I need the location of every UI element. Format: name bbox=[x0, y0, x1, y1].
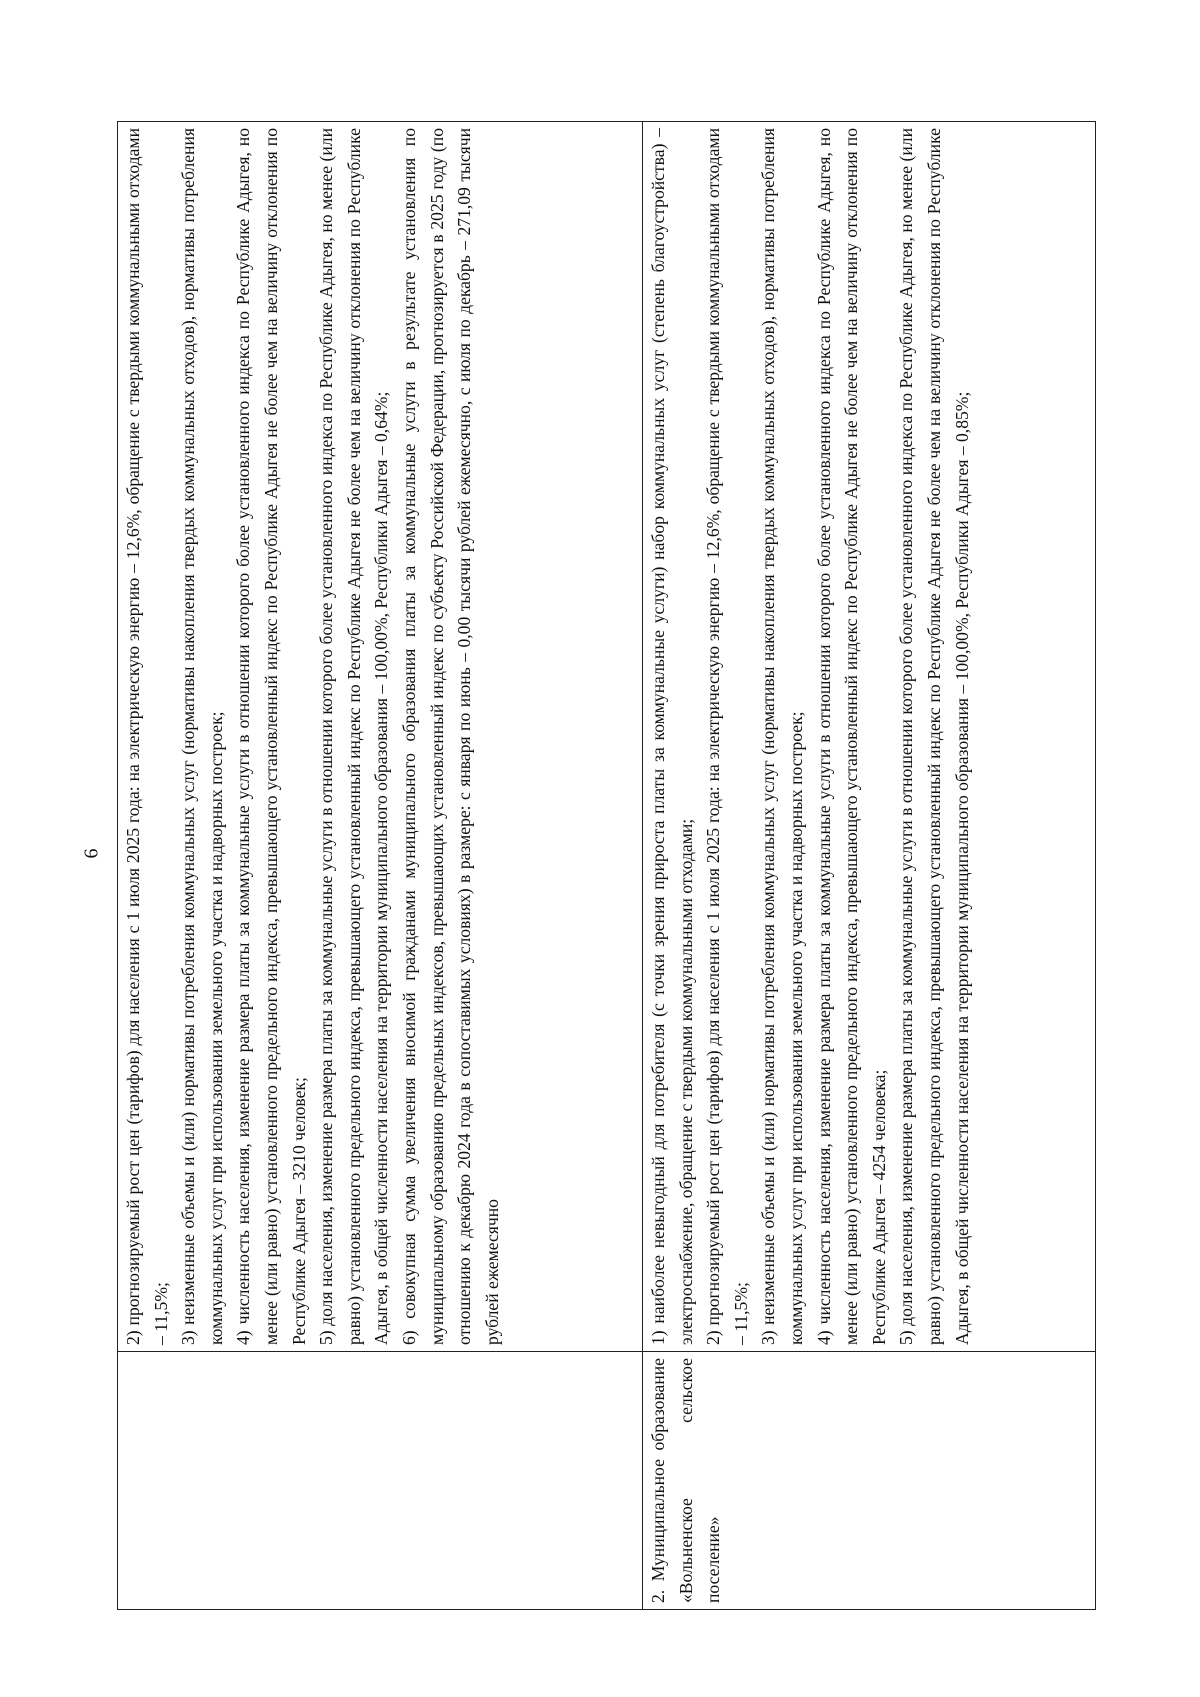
table-row-continuation bbox=[118, 122, 643, 1610]
parameter-item: 2) прогнозируемый рост цен (тарифов) для населения с 1 июля 2025 года: на электрическую энергию – 12,6%, обращение с твердыми коммунальными отходами – 11,5%; bbox=[123, 128, 171, 1345]
parameter-item: 4) численность населения, изменение размера платы за коммунальные услуги в отношении которого более установленного индекса по Республике Адыгея, но менее (или равно) установленного предельного индекса, превышающего установленный индекс по Республике Адыгея не более чем на величину отклонения по Республике Адыгея – 4254 человека; bbox=[813, 128, 889, 1345]
rotated-page-content bbox=[117, 122, 1095, 1610]
parameter-item: 6) совокупная сумма увеличения вносимой гражданами муниципального образования платы за коммунальные услуги в результате установления по муниципальному образованию предельных индексов, превышающих установленный индекс по субъекту Российской Федерации, прогнозируется в 2025 году (по отношению к декабрю 2024 года в сопоставимых условиях) в размере: с января по июнь – 0,00 тысячи рублей ежемесячно, с июля по декабрь – 271,09 тысячи рублей ежемесячно bbox=[398, 128, 502, 1345]
parameter-item: 2) прогнозируемый рост цен (тарифов) для населения с 1 июля 2025 года: на электрическую энергию – 12,6%, обращение с твердыми коммунальными отходами – 11,5%; bbox=[703, 128, 751, 1345]
parameters-cell bbox=[643, 122, 1096, 1352]
table-row-volnenskoe bbox=[643, 122, 1096, 1610]
municipality-name-cell bbox=[118, 1352, 643, 1610]
parameter-item: 5) доля населения, изменение размера платы за коммунальные услуги в отношении которого более установленного индекса по Республике Адыгея, но менее (или равно) установленного предельного индекса, превышающего установленный индекс по Республике Адыгея не более чем на величину отклонения по Республике Адыгея, в общей численности населения на территории муниципального образования – 100,00%, Республики Адыгея – 0,85%; bbox=[896, 128, 972, 1345]
municipality-name: 2. Муниципальное образование «Вольненское сельское поселение» bbox=[648, 1358, 724, 1603]
parameters-cell bbox=[118, 122, 643, 1352]
parameter-item: 5) доля населения, изменение размера платы за коммунальные услуги в отношении которого более установленного индекса по Республике Адыгея, но менее (или равно) установленного предельного индекса, превышающего установленный индекс по Республике Адыгея не более чем на величину отклонения по Республике Адыгея, в общей численности населения на территории муниципального образования – 100,00%, Республики Адыгея – 0,64%; bbox=[316, 128, 392, 1345]
content-table bbox=[117, 121, 1096, 1610]
parameter-item: 3) неизменные объемы и (или) нормативы потребления коммунальных услуг (нормативы накопления твердых коммунальных отходов), нормативы потребления коммунальных услуг при использовании земельного участка и надворных построек; bbox=[178, 128, 226, 1345]
page-number: 6 bbox=[80, 848, 103, 859]
parameter-item: 3) неизменные объемы и (или) нормативы потребления коммунальных услуг (нормативы накопления твердых коммунальных отходов), нормативы потребления коммунальных услуг при использовании земельного участка и надворных построек; bbox=[758, 128, 806, 1345]
municipality-name-cell bbox=[643, 1352, 1096, 1610]
parameter-item: 4) численность населения, изменение размера платы за коммунальные услуги в отношении которого более установленного индекса по Республике Адыгея, но менее (или равно) установленного предельного индекса, превышающего установленный индекс по Республике Адыгея не более чем на величину отклонения по Республике Адыгея – 3210 человек; bbox=[233, 128, 309, 1345]
parameter-item: 1) наиболее невыгодный для потребителя (с точки зрения прироста платы за коммунальные услуги) набор коммунальных услуг (степень благоустройства) – электроснабжение, обращение с твердыми коммунальными отходами; bbox=[648, 128, 696, 1345]
